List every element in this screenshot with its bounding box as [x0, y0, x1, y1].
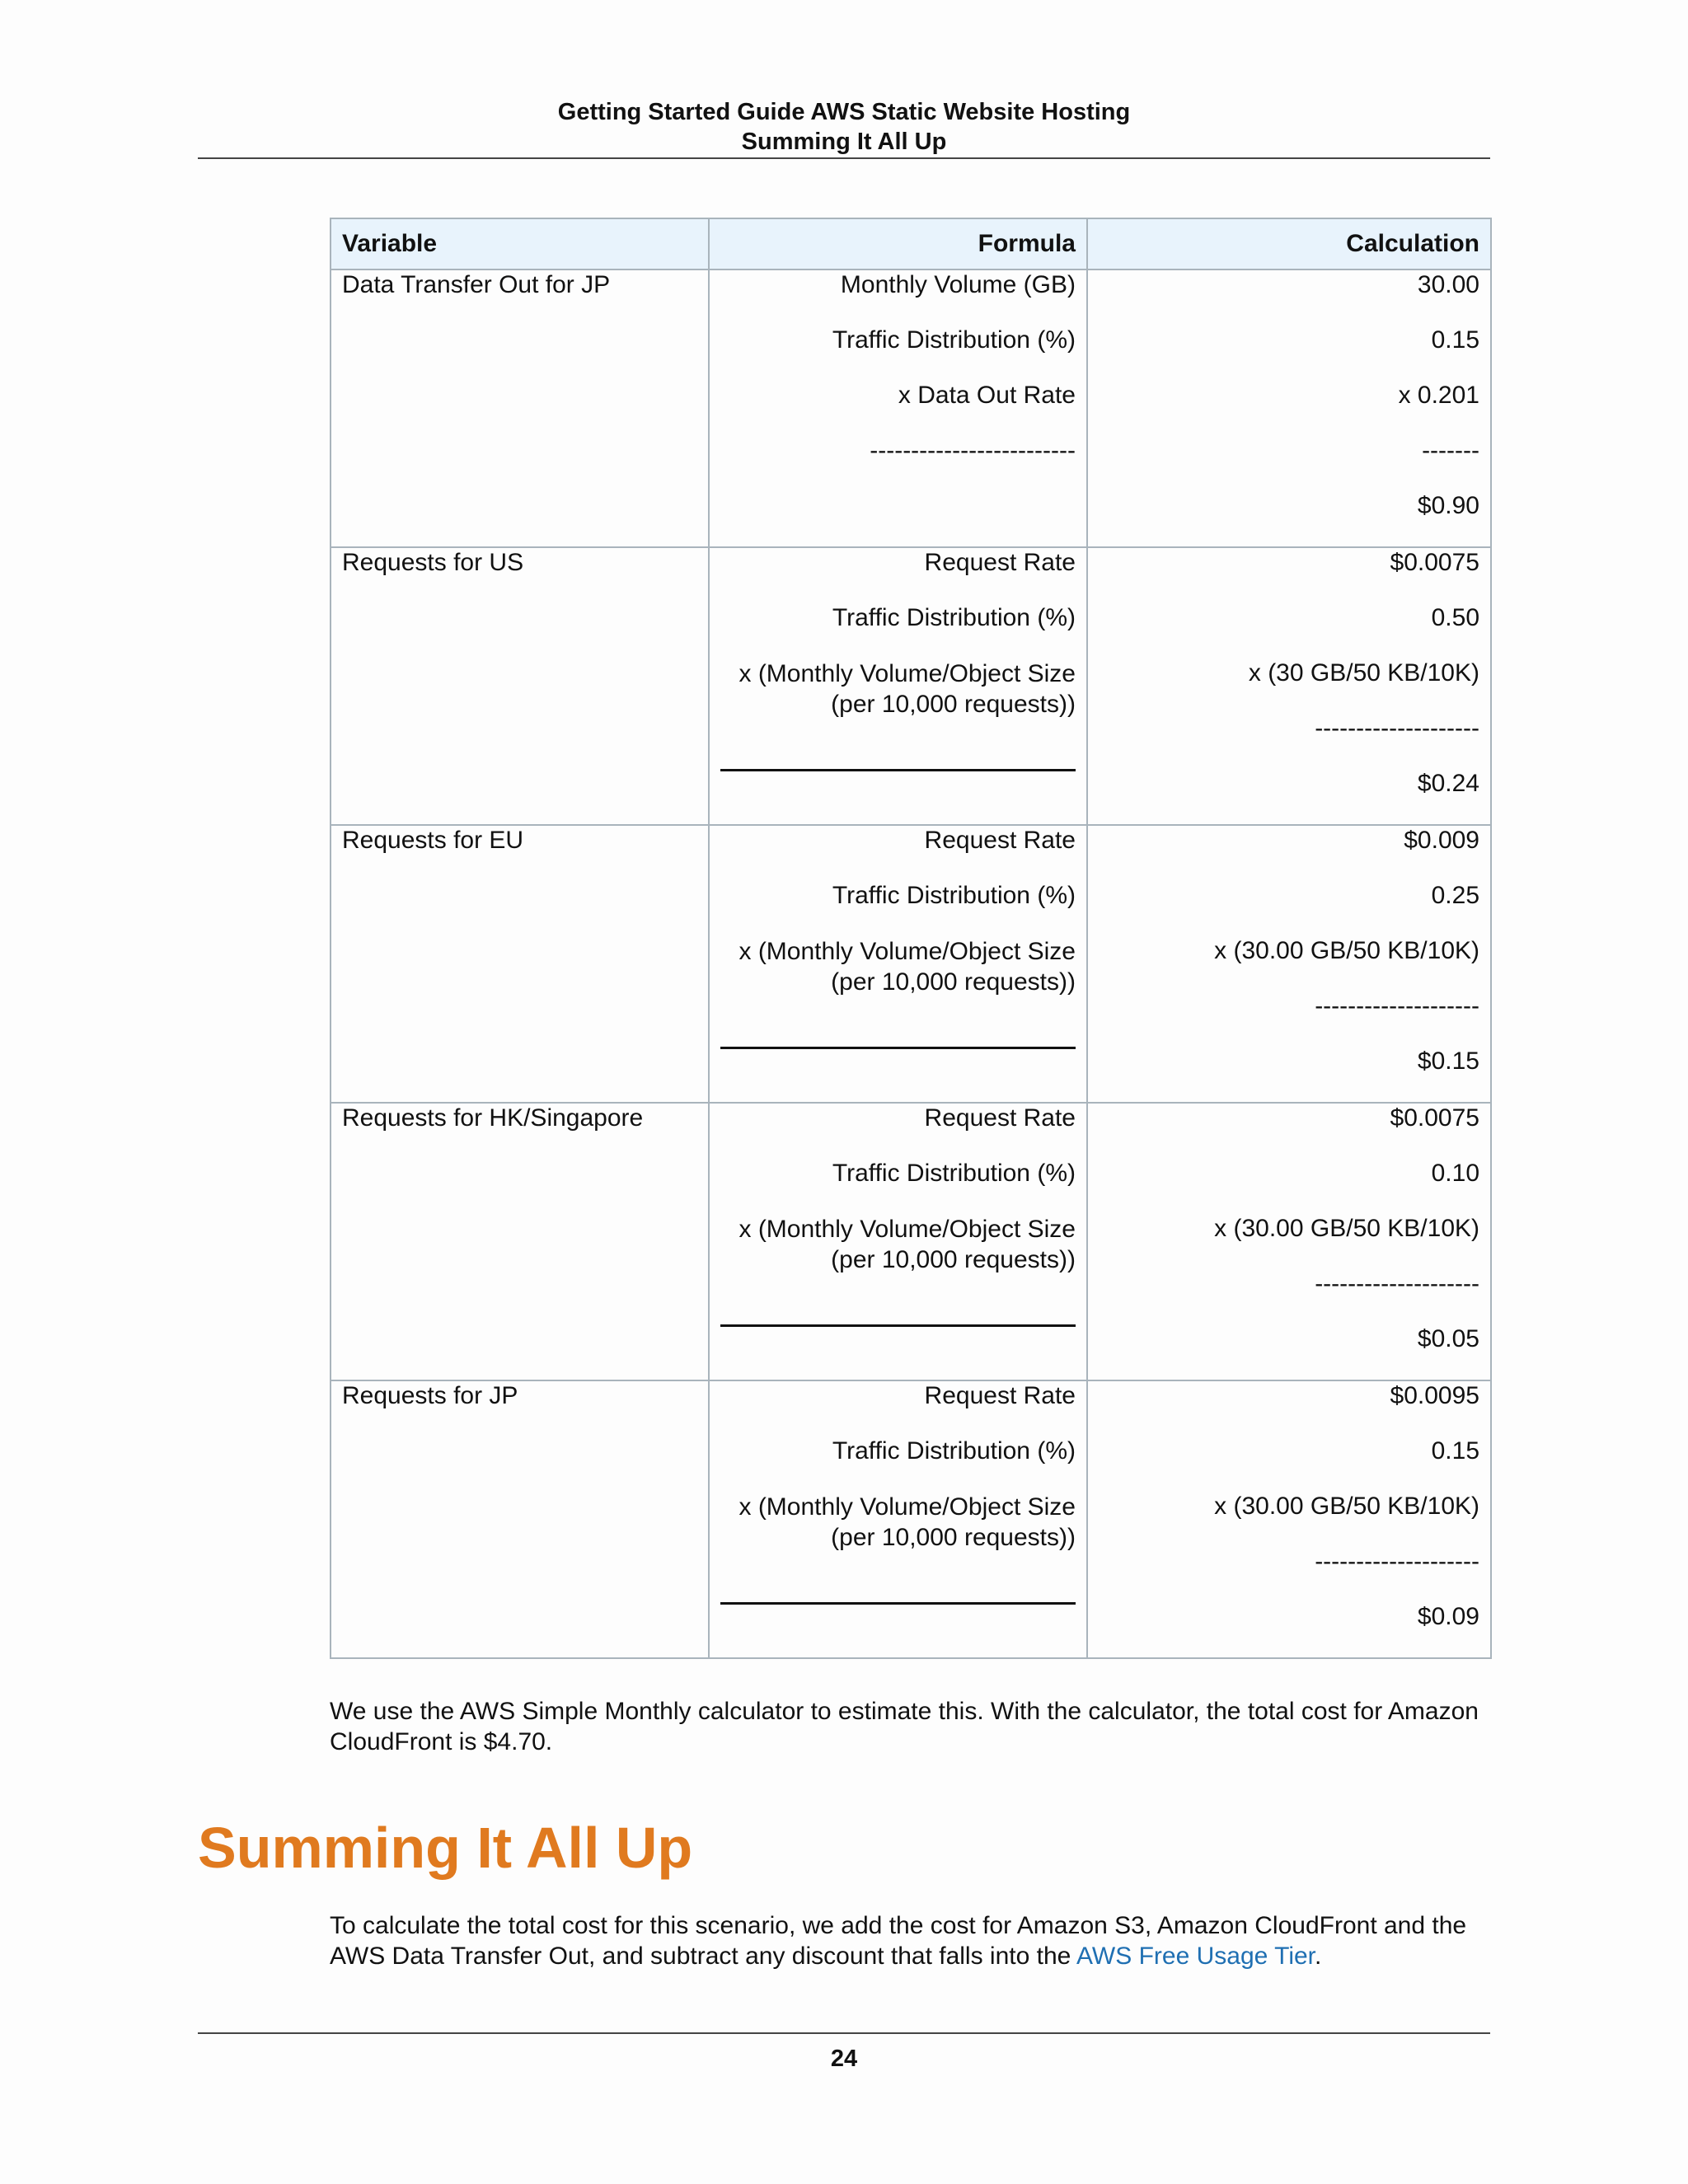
calc-line: x (30.00 GB/50 KB/10K) [1214, 1215, 1479, 1242]
formula-line: Request Rate [924, 549, 1076, 576]
cost-table [330, 218, 1492, 1659]
calc-dash-rule: ------- [1422, 437, 1479, 464]
running-header [198, 97, 1490, 157]
calc-dash-rule: -------------------- [1315, 1270, 1479, 1297]
footer-rule [198, 2032, 1490, 2034]
formula-line: Traffic Distribution (%) [832, 1437, 1076, 1465]
formula-solid-rule [720, 1577, 1076, 1605]
formula-line [720, 658, 1076, 744]
variable-cell: Requests for US [331, 547, 709, 825]
column-header-calculation: Calculation [1087, 218, 1491, 269]
column-header-formula: Formula [709, 218, 1087, 269]
calc-result: $0.09 [1417, 1603, 1479, 1630]
formula-line: x Data Out Rate [898, 382, 1076, 409]
calc-line: $0.009 [1404, 827, 1479, 854]
calculation-cell [1087, 825, 1491, 1103]
calc-line: x (30.00 GB/50 KB/10K) [1214, 1493, 1479, 1520]
formula-line-part: x (Monthly Volume/Object Size [738, 1216, 1076, 1243]
calc-line: 30.00 [1417, 271, 1479, 298]
calc-line: 0.15 [1431, 1437, 1479, 1465]
formula-line: Traffic Distribution (%) [832, 604, 1076, 631]
formula-solid-rule [720, 1300, 1076, 1327]
variable-cell: Data Transfer Out for JP [331, 269, 709, 547]
calculation-cell [1087, 1103, 1491, 1380]
calc-dash-rule: -------------------- [1315, 1548, 1479, 1575]
formula-line-part: x (Monthly Volume/Object Size [738, 938, 1076, 965]
header-subtitle: Summing It All Up [741, 129, 947, 155]
formula-line: Traffic Distribution (%) [832, 326, 1076, 354]
free-usage-tier-link[interactable]: AWS Free Usage Tier [1076, 1943, 1315, 1970]
formula-cell [709, 1380, 1087, 1658]
table-row [331, 1380, 1491, 1658]
page-number: 24 [830, 2046, 858, 2072]
formula-cell [709, 269, 1087, 547]
body-text-suffix: . [1315, 1943, 1322, 1970]
formula-line: Traffic Distribution (%) [832, 882, 1076, 909]
calculation-cell [1087, 1380, 1491, 1658]
body-text-prefix: To calculate the total cost for this scenario, we add the cost for Amazon S3, Amazon CloudFront and the AWS Data Transfer Out, and subtract any discount that falls into the [330, 1912, 1467, 1970]
cloudfront-summary-paragraph: We use the AWS Simple Monthly calculator to estimate this. With the calculator, the total cost for Amazon CloudFront is $4.70. [330, 1698, 1479, 1755]
section-body-paragraph [330, 1910, 1490, 1971]
formula-line-part: (per 10,000 requests)) [831, 968, 1076, 996]
calc-line: 0.25 [1431, 882, 1479, 909]
formula-line [720, 936, 1076, 1022]
formula-cell [709, 825, 1087, 1103]
calc-line: $0.0095 [1390, 1382, 1479, 1409]
formula-line: Request Rate [924, 827, 1076, 854]
calc-result: $0.05 [1417, 1325, 1479, 1352]
calculation-cell [1087, 269, 1491, 547]
calc-line: x (30.00 GB/50 KB/10K) [1214, 937, 1479, 964]
calc-line: $0.0075 [1390, 549, 1479, 576]
formula-line [720, 1214, 1076, 1300]
calc-line: x (30 GB/50 KB/10K) [1248, 659, 1479, 687]
header-title: Getting Started Guide AWS Static Website Hosting [557, 99, 1131, 125]
formula-line-part: (per 10,000 requests)) [831, 691, 1076, 718]
variable-cell: Requests for EU [331, 825, 709, 1103]
table-row [331, 1103, 1491, 1380]
formula-line: Traffic Distribution (%) [832, 1160, 1076, 1187]
formula-line: Request Rate [924, 1382, 1076, 1409]
column-header-variable: Variable [331, 218, 709, 269]
table-row [331, 825, 1491, 1103]
calc-line: 0.50 [1431, 604, 1479, 631]
calc-result: $0.90 [1417, 492, 1479, 519]
formula-solid-rule [720, 744, 1076, 771]
formula-line-part: x (Monthly Volume/Object Size [738, 1493, 1076, 1521]
calc-dash-rule: -------------------- [1315, 715, 1479, 742]
formula-solid-rule [720, 1022, 1076, 1049]
table-row [331, 269, 1491, 547]
calc-line: x 0.201 [1398, 382, 1479, 409]
calc-result: $0.24 [1417, 770, 1479, 797]
formula-cell [709, 1103, 1087, 1380]
formula-line [720, 1492, 1076, 1577]
calc-line: 0.15 [1431, 326, 1479, 354]
formula-dash-rule: ------------------------- [870, 437, 1076, 464]
calc-line: $0.0075 [1390, 1104, 1479, 1132]
variable-cell: Requests for HK/Singapore [331, 1103, 709, 1380]
formula-line-part: (per 10,000 requests)) [831, 1524, 1076, 1551]
calc-dash-rule: -------------------- [1315, 992, 1479, 1019]
table-header-row [331, 218, 1491, 269]
formula-line: Request Rate [924, 1104, 1076, 1132]
header-rule [198, 157, 1490, 159]
variable-cell: Requests for JP [331, 1380, 709, 1658]
section-title: Summing It All Up [198, 1816, 693, 1880]
calc-line: 0.10 [1431, 1160, 1479, 1187]
formula-line-part: (per 10,000 requests)) [831, 1246, 1076, 1273]
formula-line-part: x (Monthly Volume/Object Size [738, 660, 1076, 687]
formula-line: Monthly Volume (GB) [840, 271, 1076, 298]
calculation-cell [1087, 547, 1491, 825]
formula-cell [709, 547, 1087, 825]
calc-result: $0.15 [1417, 1047, 1479, 1075]
table-row [331, 547, 1491, 825]
